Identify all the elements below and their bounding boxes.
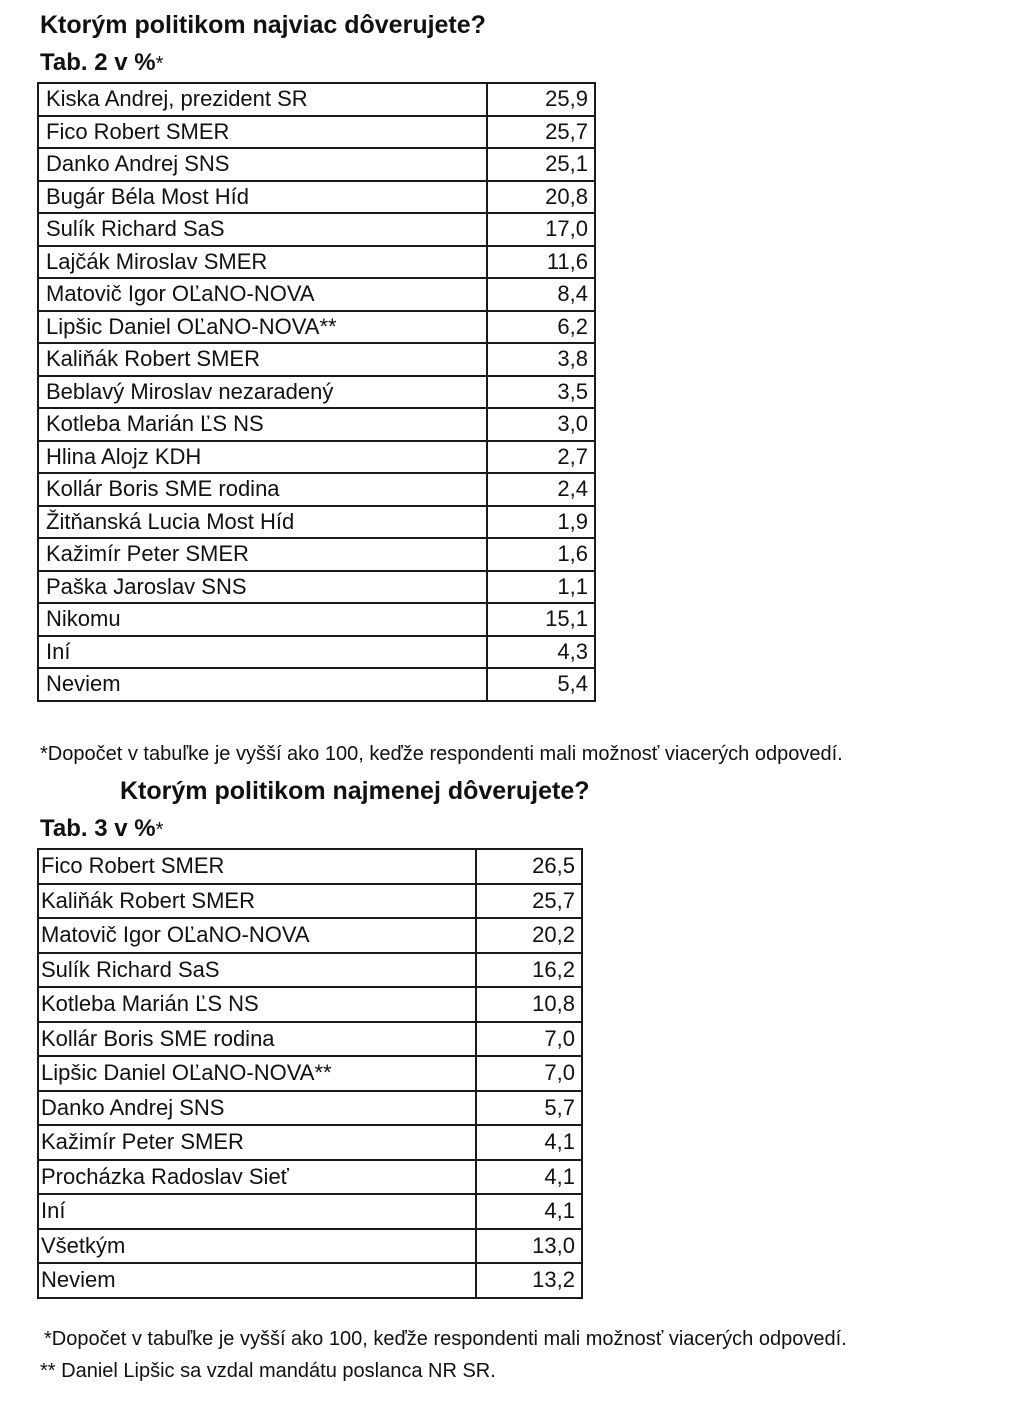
politician-name-cell: Lajčák Miroslav SMER bbox=[38, 246, 487, 279]
politician-name-cell: Kaliňák Robert SMER bbox=[38, 884, 476, 919]
percent-value-cell: 1,9 bbox=[487, 506, 595, 539]
politician-name-cell: Kažimír Peter SMER bbox=[38, 1125, 476, 1160]
table-row bbox=[38, 987, 582, 1022]
table-row bbox=[38, 246, 595, 279]
politician-name-cell: Matovič Igor OĽaNO-NOVA bbox=[38, 918, 476, 953]
percent-value-cell: 25,1 bbox=[487, 148, 595, 181]
percent-value-cell: 3,5 bbox=[487, 376, 595, 409]
table-row bbox=[38, 148, 595, 181]
politician-name-cell: Beblavý Miroslav nezaradený bbox=[38, 376, 487, 409]
politician-name-cell: Bugár Béla Most Híd bbox=[38, 181, 487, 214]
percent-value-cell: 2,7 bbox=[487, 441, 595, 474]
percent-value-cell: 25,9 bbox=[487, 83, 595, 116]
politician-name-cell: Danko Andrej SNS bbox=[38, 1091, 476, 1126]
table-2-label bbox=[40, 48, 163, 79]
politician-name-cell: Matovič Igor OĽaNO-NOVA bbox=[38, 278, 487, 311]
politician-name-cell: Žitňanská Lucia Most Híd bbox=[38, 506, 487, 539]
table-row bbox=[38, 181, 595, 214]
percent-value-cell: 10,8 bbox=[476, 987, 582, 1022]
percent-value-cell: 13,2 bbox=[476, 1263, 582, 1298]
table-row bbox=[38, 278, 595, 311]
politician-name-cell: Kotleba Marián ĽS NS bbox=[38, 408, 487, 441]
table-row bbox=[38, 668, 595, 701]
politician-name-cell: Fico Robert SMER bbox=[38, 116, 487, 149]
percent-value-cell: 20,2 bbox=[476, 918, 582, 953]
footnote-tab2: *Dopočet v tabuľke je vyšší ako 100, keďže respondenti mali možnosť viacerých odpovedí. bbox=[40, 743, 843, 765]
politician-name-cell: Kotleba Marián ĽS NS bbox=[38, 987, 476, 1022]
politician-name-cell: Kiska Andrej, prezident SR bbox=[38, 83, 487, 116]
percent-value-cell: 5,4 bbox=[487, 668, 595, 701]
percent-value-cell: 5,7 bbox=[476, 1091, 582, 1126]
politician-name-cell: Neviem bbox=[38, 668, 487, 701]
table-3-label-mark: * bbox=[155, 819, 164, 841]
politician-name-cell: Kaliňák Robert SMER bbox=[38, 343, 487, 376]
politician-name-cell: Kollár Boris SME rodina bbox=[38, 473, 487, 506]
question-least-trusted: Ktorým politikom najmenej dôverujete? bbox=[120, 777, 590, 805]
politician-name-cell: Hlina Alojz KDH bbox=[38, 441, 487, 474]
most-trusted-table bbox=[37, 82, 596, 702]
percent-value-cell: 4,3 bbox=[487, 636, 595, 669]
table-row bbox=[38, 1125, 582, 1160]
percent-value-cell: 20,8 bbox=[487, 181, 595, 214]
table-row bbox=[38, 311, 595, 344]
percent-value-cell: 4,1 bbox=[476, 1125, 582, 1160]
politician-name-cell: Lipšic Daniel OĽaNO-NOVA** bbox=[38, 311, 487, 344]
percent-value-cell: 4,1 bbox=[476, 1160, 582, 1195]
table-row bbox=[38, 1160, 582, 1195]
percent-value-cell: 1,6 bbox=[487, 538, 595, 571]
politician-name-cell: Iní bbox=[38, 636, 487, 669]
percent-value-cell: 7,0 bbox=[476, 1056, 582, 1091]
table-row bbox=[38, 953, 582, 988]
percent-value-cell: 13,0 bbox=[476, 1229, 582, 1264]
percent-value-cell: 3,0 bbox=[487, 408, 595, 441]
politician-name-cell: Neviem bbox=[38, 1263, 476, 1298]
table-row bbox=[38, 918, 582, 953]
table-row bbox=[38, 884, 582, 919]
percent-value-cell: 8,4 bbox=[487, 278, 595, 311]
politician-name-cell: Kažimír Peter SMER bbox=[38, 538, 487, 571]
least-trusted-table-body bbox=[38, 849, 582, 1298]
politician-name-cell: Lipšic Daniel OĽaNO-NOVA** bbox=[38, 1056, 476, 1091]
percent-value-cell: 1,1 bbox=[487, 571, 595, 604]
table-row bbox=[38, 116, 595, 149]
table-row bbox=[38, 408, 595, 441]
table-row bbox=[38, 1091, 582, 1126]
table-row bbox=[38, 849, 582, 884]
politician-name-cell: Sulík Richard SaS bbox=[38, 213, 487, 246]
table-row bbox=[38, 603, 595, 636]
table-2-label-text: Tab. 2 v % bbox=[40, 49, 156, 76]
table-row bbox=[38, 1194, 582, 1229]
table-3-label-text: Tab. 3 v % bbox=[40, 815, 156, 842]
table-row bbox=[38, 473, 595, 506]
table-row bbox=[38, 213, 595, 246]
percent-value-cell: 15,1 bbox=[487, 603, 595, 636]
politician-name-cell: Paška Jaroslav SNS bbox=[38, 571, 487, 604]
table-row bbox=[38, 1056, 582, 1091]
table-row bbox=[38, 1263, 582, 1298]
least-trusted-table bbox=[37, 848, 583, 1299]
table-row bbox=[38, 1229, 582, 1264]
table-row bbox=[38, 571, 595, 604]
footnote-tab3: *Dopočet v tabuľke je vyšší ako 100, keďže respondenti mali možnosť viacerých odpovedí. bbox=[44, 1328, 847, 1350]
politician-name-cell: Kollár Boris SME rodina bbox=[38, 1022, 476, 1057]
politician-name-cell: Procházka Radoslav Sieť bbox=[38, 1160, 476, 1195]
percent-value-cell: 25,7 bbox=[476, 884, 582, 919]
footnote-lipsic: ** Daniel Lipšic sa vzdal mandátu poslanca NR SR. bbox=[40, 1360, 496, 1382]
percent-value-cell: 26,5 bbox=[476, 849, 582, 884]
percent-value-cell: 11,6 bbox=[487, 246, 595, 279]
politician-name-cell: Fico Robert SMER bbox=[38, 849, 476, 884]
table-row bbox=[38, 83, 595, 116]
politician-name-cell: Všetkým bbox=[38, 1229, 476, 1264]
percent-value-cell: 16,2 bbox=[476, 953, 582, 988]
table-2-label-mark: * bbox=[155, 53, 164, 75]
question-most-trusted: Ktorým politikom najviac dôverujete? bbox=[40, 11, 486, 39]
politician-name-cell: Sulík Richard SaS bbox=[38, 953, 476, 988]
percent-value-cell: 2,4 bbox=[487, 473, 595, 506]
percent-value-cell: 17,0 bbox=[487, 213, 595, 246]
politician-name-cell: Iní bbox=[38, 1194, 476, 1229]
table-row bbox=[38, 538, 595, 571]
table-row bbox=[38, 636, 595, 669]
table-row bbox=[38, 441, 595, 474]
table-3-label bbox=[40, 814, 163, 845]
percent-value-cell: 6,2 bbox=[487, 311, 595, 344]
percent-value-cell: 3,8 bbox=[487, 343, 595, 376]
percent-value-cell: 4,1 bbox=[476, 1194, 582, 1229]
percent-value-cell: 25,7 bbox=[487, 116, 595, 149]
table-row bbox=[38, 1022, 582, 1057]
table-row bbox=[38, 376, 595, 409]
most-trusted-table-body bbox=[38, 83, 595, 701]
politician-name-cell: Nikomu bbox=[38, 603, 487, 636]
table-row bbox=[38, 506, 595, 539]
table-row bbox=[38, 343, 595, 376]
percent-value-cell: 7,0 bbox=[476, 1022, 582, 1057]
politician-name-cell: Danko Andrej SNS bbox=[38, 148, 487, 181]
